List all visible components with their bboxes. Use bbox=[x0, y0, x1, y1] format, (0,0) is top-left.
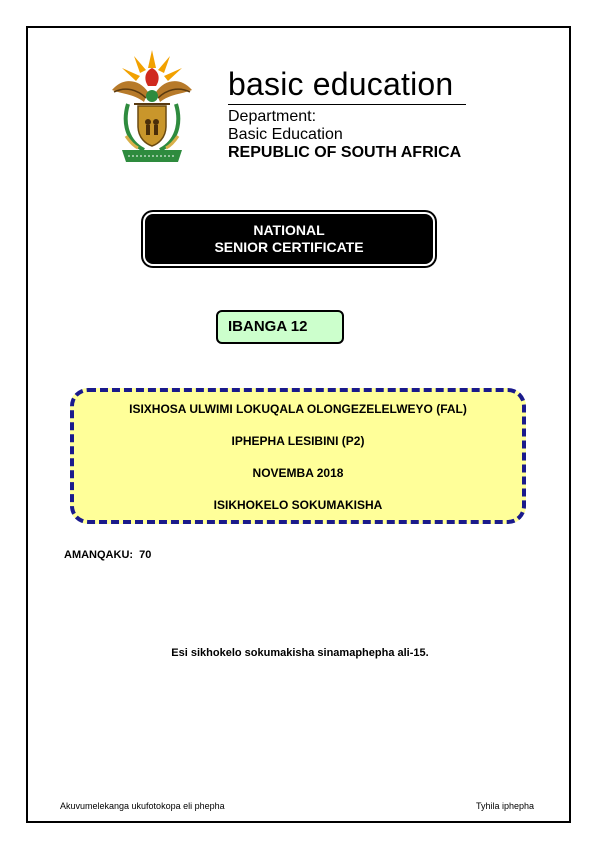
page-count-note: Esi sikhokelo sokumakisha sinamaphepha ali-15. bbox=[171, 647, 429, 659]
exam-session: NOVEMBA 2018 bbox=[252, 466, 344, 480]
subject-title: ISIXHOSA ULWIMI LOKUQALA OLONGEZELELWEYO (FAL) bbox=[129, 402, 467, 416]
brand-divider bbox=[228, 104, 466, 105]
brand-title: basic education bbox=[228, 66, 454, 102]
paper-number: IPHEPHA LESIBINI (P2) bbox=[231, 434, 365, 448]
certificate-line-1: NATIONAL bbox=[253, 222, 325, 238]
paper-info-box bbox=[70, 388, 526, 524]
document-type: ISIKHOKELO SOKUMAKISHA bbox=[213, 498, 383, 512]
country-name: REPUBLIC OF SOUTH AFRICA bbox=[228, 144, 462, 161]
marks-value: 70 bbox=[139, 549, 152, 561]
certificate-line-2: SENIOR CERTIFICATE bbox=[214, 239, 364, 255]
marks-label: AMANQAKU: bbox=[64, 549, 134, 561]
grade-badge: IBANGA 12 bbox=[216, 310, 344, 344]
footer-copyright-notice: Akuvumelekanga ukufotokopa eli phepha bbox=[60, 801, 225, 811]
department-label: Department: bbox=[228, 108, 317, 125]
footer-turn-page: Tyhila iphepha bbox=[475, 801, 534, 811]
certificate-banner bbox=[145, 214, 433, 264]
department-name: Basic Education bbox=[228, 126, 343, 143]
coat-of-arms-icon bbox=[104, 46, 200, 170]
marks-line bbox=[64, 549, 151, 561]
